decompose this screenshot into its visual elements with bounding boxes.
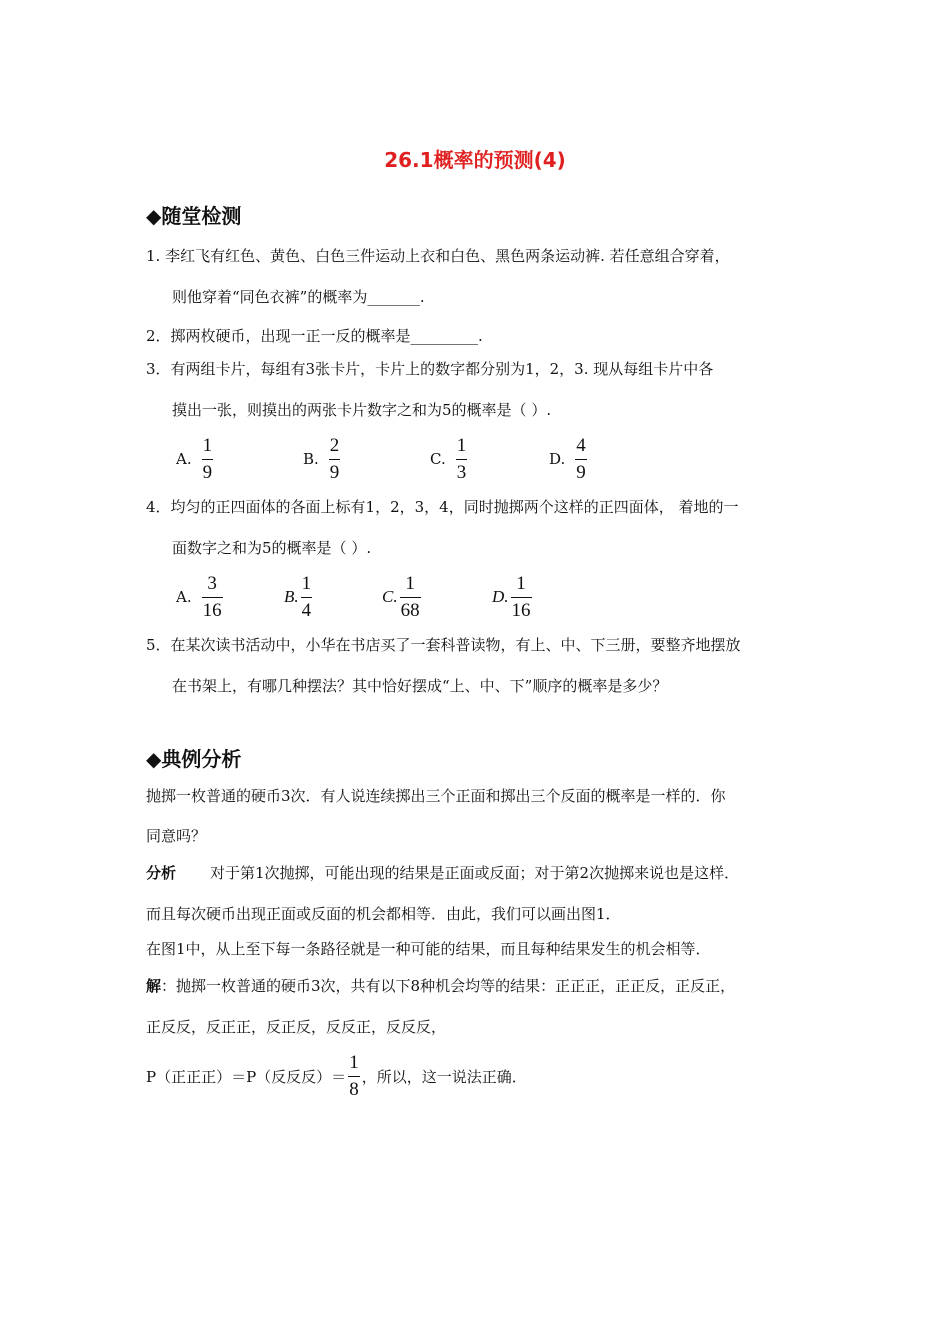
question-4-line-1: 4．均匀的正四面体的各面上标有1，2，3，4，同时抛掷两个这样的正四面体， 着地的一 (146, 498, 739, 516)
example-solution-line-2: 正反反，反正正，反正反，反反正，反反反， (146, 1018, 447, 1036)
question-4-line-2: 面数字之和为5的概率是（ ）. (172, 539, 372, 557)
example-solution-line-1: 解：抛掷一枚普通的硬币3次，共有以下8种机会均等的结果：正正正，正正反，正反正， (146, 977, 736, 995)
question-1-line-1: 1. 李红飞有红色、黄色、白色三件运动上衣和白色、黑色两条运动裤. 若任意组合穿着， (146, 247, 730, 265)
fraction: $\frac{3}{16}$ (202, 573, 222, 621)
question-3-option-d: D. $\frac{4}{9}$ (549, 435, 586, 483)
fraction: $\frac{2}{9}$ (329, 435, 340, 483)
question-3-option-b: B. $\frac{2}{9}$ (303, 435, 340, 483)
question-3-line-1: 3．有两组卡片，每组有3张卡片，卡片上的数字都分别为1，2，3. 现从每组卡片中各 (146, 360, 714, 378)
section-heading-example: ◆典例分析 (146, 747, 242, 771)
example-problem-line-2: 同意吗？ (146, 827, 207, 845)
question-4-option-c: C. $\frac{1}{68}$ (382, 573, 420, 621)
example-problem-line-1: 抛掷一枚普通的硬币3次．有人说连续掷出三个正面和掷出三个反面的概率是一样的．你 (146, 787, 726, 805)
question-2-line-1: 2．掷两枚硬币，出现一正一反的概率是_________. (146, 327, 483, 345)
question-4-option-a: A. $\frac{3}{16}$ (176, 573, 222, 621)
document-title: 26.1概率的预测(4) (384, 148, 566, 172)
example-final-line: P（正正正）＝P（反反反）＝ $\frac{1}{8}$ ，所以，这一说法正确． (146, 1052, 527, 1100)
example-analysis-line-1: 分析 对于第1次抛掷，可能出现的结果是正面或反面；对于第2次抛掷来说也是这样． (146, 864, 740, 882)
solution-label: 解 (146, 977, 162, 995)
question-3-option-a: A. $\frac{1}{9}$ (176, 435, 213, 483)
fraction: $\frac{1}{4}$ (301, 573, 312, 621)
fraction: $\frac{1}{68}$ (400, 573, 420, 621)
example-analysis-line-2: 而且每次硬币出现正面或反面的机会都相等．由此，我们可以画出图1． (146, 905, 621, 923)
example-analysis-line-3: 在图1中，从上至下每一条路径就是一种可能的结果，而且每种结果发生的机会相等． (146, 940, 711, 958)
fraction: $\frac{1}{8}$ (349, 1052, 359, 1100)
fraction: $\frac{1}{16}$ (511, 573, 531, 621)
question-5-line-2: 在书架上，有哪几种摆法？其中恰好摆成“上、中、下”顺序的概率是多少？ (172, 677, 668, 695)
fraction: $\frac{1}{3}$ (456, 435, 467, 483)
question-4-option-b: B. $\frac{1}{4}$ (284, 573, 312, 621)
question-5-line-1: 5．在某次读书活动中，小华在书店买了一套科普读物，有上、中、下三册，要整齐地摆放 (146, 636, 741, 654)
question-4-option-d: D. $\frac{1}{16}$ (492, 573, 531, 621)
question-1-line-2: 则他穿着“同色衣裤”的概率为_______. (172, 288, 425, 306)
analysis-label: 分析 (146, 864, 177, 882)
fraction: $\frac{1}{9}$ (202, 435, 213, 483)
question-3-option-c: C. $\frac{1}{3}$ (430, 435, 467, 483)
question-3-line-2: 摸出一张，则摸出的两张卡片数字之和为5的概率是（ ）. (172, 401, 552, 419)
fraction: $\frac{4}{9}$ (576, 435, 586, 483)
section-heading-practice: ◆随堂检测 (146, 204, 242, 228)
